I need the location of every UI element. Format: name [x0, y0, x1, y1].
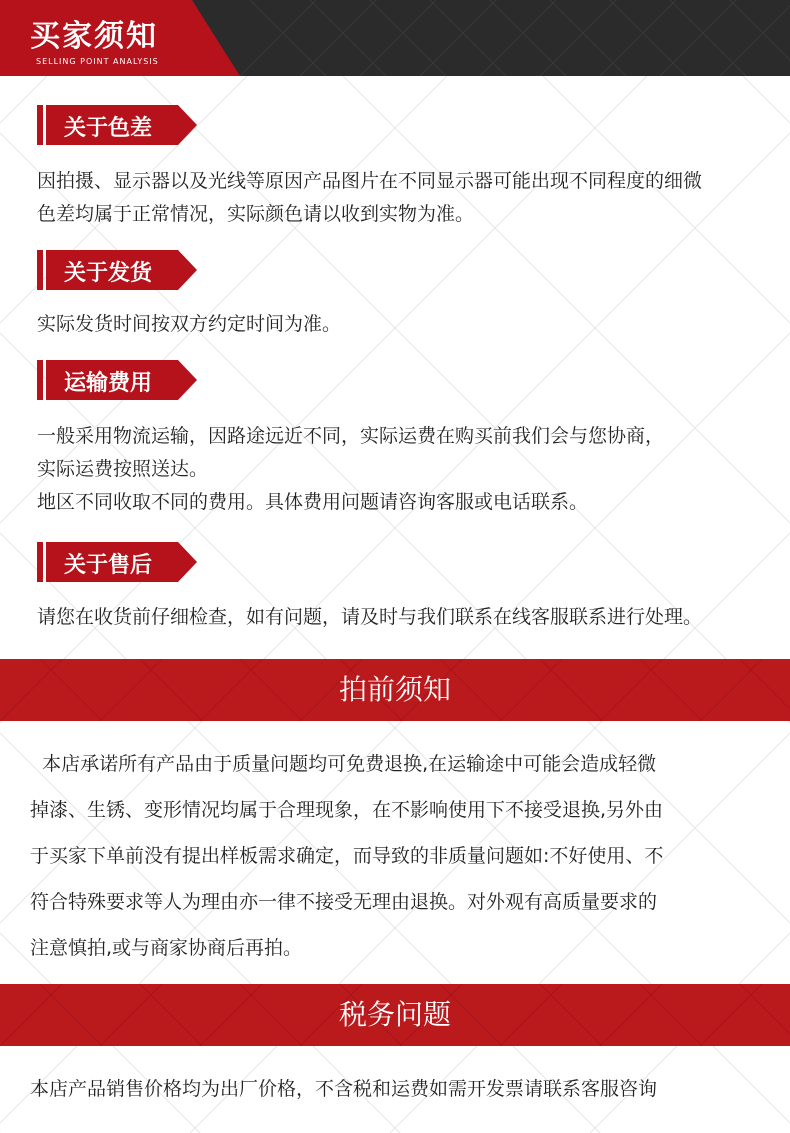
text-line: 本店承诺所有产品由于质量问题均可免费退换,在运输途中可能会造成轻微 [30, 753, 657, 775]
before-bidding-text [30, 741, 663, 971]
tax-text [30, 1066, 657, 1112]
text-line: 本店产品销售价格均为出厂价格，不含税和运费如需开发票请联系客服咨询 [30, 1078, 658, 1100]
text-line: 注意慎拍,或与商家协商后再拍。 [30, 937, 303, 959]
banner-title: 拍前须知 [338, 673, 451, 706]
banner-before-bidding [0, 659, 790, 721]
page-title: 买家须知 [30, 19, 158, 54]
banner-title: 税务问题 [338, 998, 451, 1031]
section-tag-after-sales [37, 542, 197, 582]
text-line: 符合特殊要求等人为理由亦一律不接受无理由退换。对外观有高质量要求的 [30, 891, 658, 913]
section-tag-label: 运输费用 [64, 371, 153, 396]
section-tag-shipping [37, 250, 197, 290]
section-text-after-sales [37, 601, 702, 634]
text-line: 因拍摄、显示器以及光线等原因产品图片在不同显示器可能出现不同程度的细微 [37, 170, 703, 192]
text-line: 掉漆、生锈、变形情况均属于合理现象，在不影响使用下不接受退换,另外由 [30, 799, 664, 821]
banner-tax [0, 984, 790, 1046]
section-tag-label: 关于发货 [64, 261, 153, 286]
section-text-color-difference [37, 165, 702, 231]
text-line: 色差均属于正常情况，实际颜色请以收到实物为准。 [37, 203, 475, 225]
text-line: 实际运费按照送达。 [37, 458, 209, 480]
text-line: 于买家下单前没有提出样板需求确定，而导致的非质量问题如:不好使用、不 [30, 845, 664, 867]
section-tag-freight [37, 360, 197, 400]
text-line: 请您在收货前仔细检查，如有问题，请及时与我们联系在线客服联系进行处理。 [37, 606, 703, 628]
text-line: 地区不同收取不同的费用。具体费用问题请咨询客服或电话联系。 [37, 491, 589, 513]
section-tag-label: 关于色差 [64, 116, 153, 141]
section-text-shipping [37, 308, 341, 341]
text-line: 一般采用物流运输，因路途远近不同，实际运费在购买前我们会与您协商， [37, 425, 665, 447]
page-subtitle: SELLING POINT ANALYSIS [36, 57, 159, 66]
text-line: 实际发货时间按双方约定时间为准。 [37, 313, 342, 335]
section-tag-color-difference [37, 105, 197, 145]
section-tag-label: 关于售后 [64, 553, 153, 578]
section-text-freight [37, 420, 664, 519]
page-header [0, 0, 790, 76]
